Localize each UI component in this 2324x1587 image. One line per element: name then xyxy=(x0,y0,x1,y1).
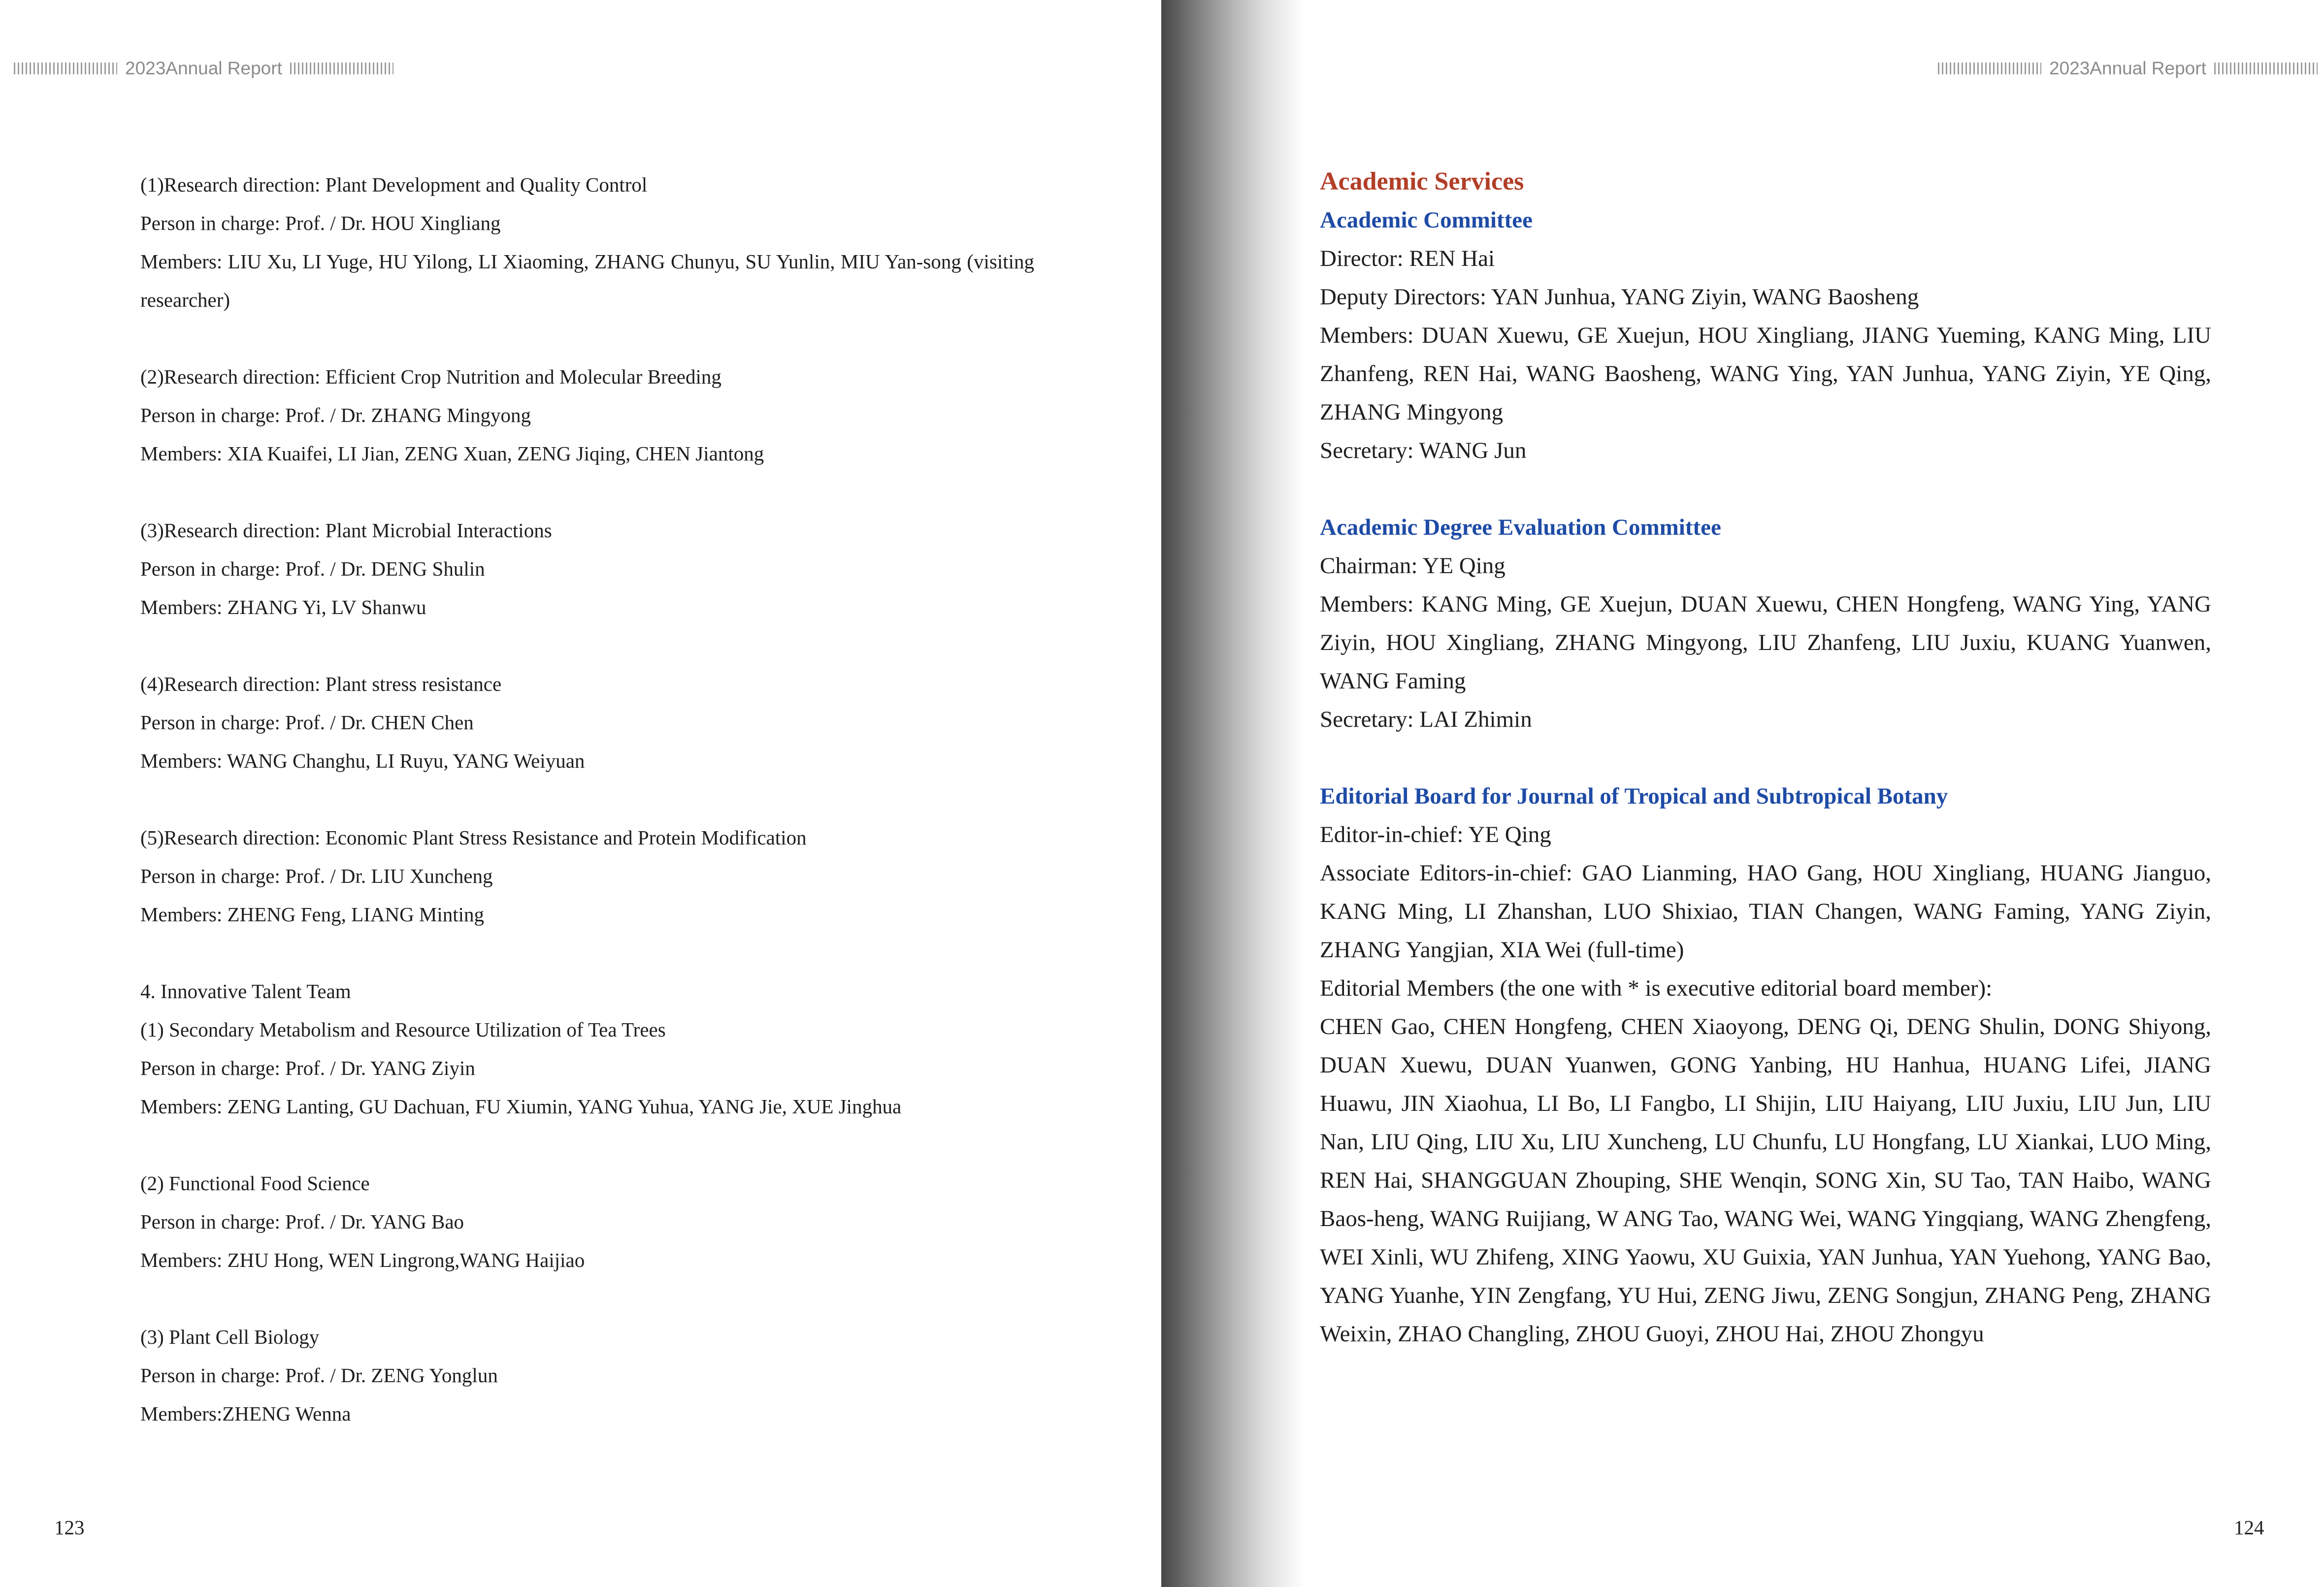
page-gutter-shadow xyxy=(1161,0,1304,1587)
research-direction-line: (1)Research direction: Plant Development and Quality Control xyxy=(140,173,648,196)
left-page-header xyxy=(14,58,393,79)
team-name-line: (1) Secondary Metabolism and Resource Utilization of Tea Trees xyxy=(140,1018,666,1041)
header-tick-strip-icon xyxy=(1938,63,2041,74)
members-line: Members: DUAN Xuewu, GE Xuejun, HOU Xingliang, JIANG Yueming, KANG Ming, LIU Zhanfeng, REN Hai, WANG Baosheng, WANG Ying, YAN Junhua, YANG Ziyin, YE Qing, ZHANG Mingyong xyxy=(1320,323,2211,425)
associate-editors-line: Associate Editors-in-chief: GAO Lianming, HAO Gang, HOU Xingliang, HUANG Jianguo, KANG Ming, LI Zhanshan, LUO Shixiao, TIAN Changen, WANG Faming, YANG Ziyin, ZHANG Yangjian, XIA Wei (full-time) xyxy=(1320,860,2211,963)
committee-heading: Academic Degree Evaluation Committee xyxy=(1320,515,1721,540)
academic-committee-section xyxy=(1320,201,2211,470)
header-tick-strip-icon xyxy=(290,63,393,74)
person-in-charge-line: Person in charge: Prof. / Dr. HOU Xingliang xyxy=(140,212,501,234)
members-line: Members: WANG Changhu, LI Ruyu, YANG Weiyuan xyxy=(140,749,585,772)
person-in-charge-line: Person in charge: Prof. / Dr. ZHANG Mingyong xyxy=(140,404,531,426)
members-line: Members: KANG Ming, GE Xuejun, DUAN Xuewu, CHEN Hongfeng, WANG Ying, YANG Ziyin, HOU Xingliang, ZHANG Mingyong, LIU Zhanfeng, LIU Juxiu, KUANG Yuanwen, WANG Faming xyxy=(1320,591,2211,694)
header-tick-strip-icon xyxy=(2214,63,2318,74)
person-in-charge-line: Person in charge: Prof. / Dr. YANG Ziyin xyxy=(140,1057,475,1079)
header-tick-strip-icon xyxy=(14,63,117,74)
left-page-body xyxy=(140,165,1034,1433)
innovative-talent-team-block xyxy=(140,972,1034,1126)
right-page-header xyxy=(1938,58,2318,79)
members-line: Members:ZHENG Wenna xyxy=(140,1402,351,1425)
running-header-title: 2023Annual Report xyxy=(125,58,282,78)
members-line: Members: ZHENG Feng, LIANG Minting xyxy=(140,903,485,926)
members-line: Members: XIA Kuaifei, LI Jian, ZENG Xuan, ZENG Jiqing, CHEN Jiantong xyxy=(140,442,764,465)
research-direction-line: (4)Research direction: Plant stress resistance xyxy=(140,673,502,695)
committee-heading: Editorial Board for Journal of Tropical and Subtropical Botany xyxy=(1320,783,1948,809)
person-in-charge-line: Person in charge: Prof. / Dr. CHEN Chen xyxy=(140,711,474,734)
section-heading-line: 4. Innovative Talent Team xyxy=(140,980,351,1003)
research-team-block xyxy=(140,165,1034,319)
members-line: Members: ZENG Lanting, GU Dachuan, FU Xiumin, YANG Yuhua, YANG Jie, XUE Jinghua xyxy=(140,1095,902,1118)
chairman-line: Chairman: YE Qing xyxy=(1320,553,1506,579)
committee-heading: Academic Committee xyxy=(1320,207,1533,233)
secretary-line: Secretary: WANG Jun xyxy=(1320,438,1527,463)
editorial-members-list: CHEN Gao, CHEN Hongfeng, CHEN Xiaoyong, DENG Qi, DENG Shulin, DONG Shiyong, DUAN Xuewu, DUAN Yuanwen, GONG Yanbing, HU Hanhua, HUANG Lifei, JIANG Huawu, JIN Xiaohua, LI Bo, LI Fangbo, LI Shijin, LIU Haiyang, LIU Juxiu, LIU Jun, LIU Nan, LIU Qing, LIU Xu, LIU Xuncheng, LU Chunfu, LU Hongfang, LU Xiankai, LUO Ming, REN Hai, SHANGGUAN Zhouping, SHE Wenqin, SONG Xin, SU Tao, TAN Haibo, WANG Baos-heng, WANG Ruijiang, W ANG Tao, WANG Wei, WANG Yingqiang, WANG Zhengfeng, WEI Xinli, WU Zhifeng, XING Yaowu, XU Guixia, YAN Junhua, YAN Yuehong, YANG Bao, YANG Yuanhe, YIN Zengfang, YU Hui, ZENG Jiwu, ZENG Songjun, ZHANG Peng, ZHANG Weixin, ZHAO Changling, ZHOU Guoyi, ZHOU Hai, ZHOU Zhongyu xyxy=(1320,1014,2211,1347)
person-in-charge-line: Person in charge: Prof. / Dr. LIU Xuncheng xyxy=(140,865,493,887)
research-team-block xyxy=(140,511,1034,626)
research-team-block xyxy=(140,665,1034,780)
person-in-charge-line: Person in charge: Prof. / Dr. DENG Shulin xyxy=(140,557,485,580)
left-page-number: 123 xyxy=(54,1516,85,1539)
members-line: Members: LIU Xu, LI Yuge, HU Yilong, LI Xiaoming, ZHANG Chunyu, SU Yunlin, MIU Yan-song (visiting researcher) xyxy=(140,250,1034,311)
team-name-line: (2) Functional Food Science xyxy=(140,1172,370,1195)
innovative-talent-team-block xyxy=(140,1318,1034,1433)
research-team-block xyxy=(140,357,1034,473)
research-direction-line: (5)Research direction: Economic Plant Stress Resistance and Protein Modification xyxy=(140,826,807,849)
research-direction-line: (3)Research direction: Plant Microbial Interactions xyxy=(140,519,552,542)
secretary-line: Secretary: LAI Zhimin xyxy=(1320,707,1532,732)
director-line: Director: REN Hai xyxy=(1320,246,1495,271)
research-team-block xyxy=(140,818,1034,934)
members-line: Members: ZHU Hong, WEN Lingrong,WANG Haijiao xyxy=(140,1249,585,1271)
team-name-line: (3) Plant Cell Biology xyxy=(140,1326,320,1348)
editor-in-chief-line: Editor-in-chief: YE Qing xyxy=(1320,822,1551,847)
deputy-directors-line: Deputy Directors: YAN Junhua, YANG Ziyin, WANG Baosheng xyxy=(1320,284,1919,310)
editorial-members-note-line: Editorial Members (the one with * is executive editorial board member): xyxy=(1320,975,1993,1001)
person-in-charge-line: Person in charge: Prof. / Dr. ZENG Yonglun xyxy=(140,1364,498,1387)
innovative-talent-team-block xyxy=(140,1164,1034,1279)
editorial-board-section xyxy=(1320,777,2211,1353)
person-in-charge-line: Person in charge: Prof. / Dr. YANG Bao xyxy=(140,1210,464,1233)
running-header-title: 2023Annual Report xyxy=(2049,58,2206,78)
members-line: Members: ZHANG Yi, LV Shanwu xyxy=(140,596,426,618)
degree-evaluation-committee-section xyxy=(1320,508,2211,739)
right-page-number: 124 xyxy=(2234,1516,2264,1539)
academic-services-title: Academic Services xyxy=(1320,167,1524,195)
research-direction-line: (2)Research direction: Efficient Crop Nutrition and Molecular Breeding xyxy=(140,365,721,388)
right-page-body xyxy=(1320,162,2211,1353)
